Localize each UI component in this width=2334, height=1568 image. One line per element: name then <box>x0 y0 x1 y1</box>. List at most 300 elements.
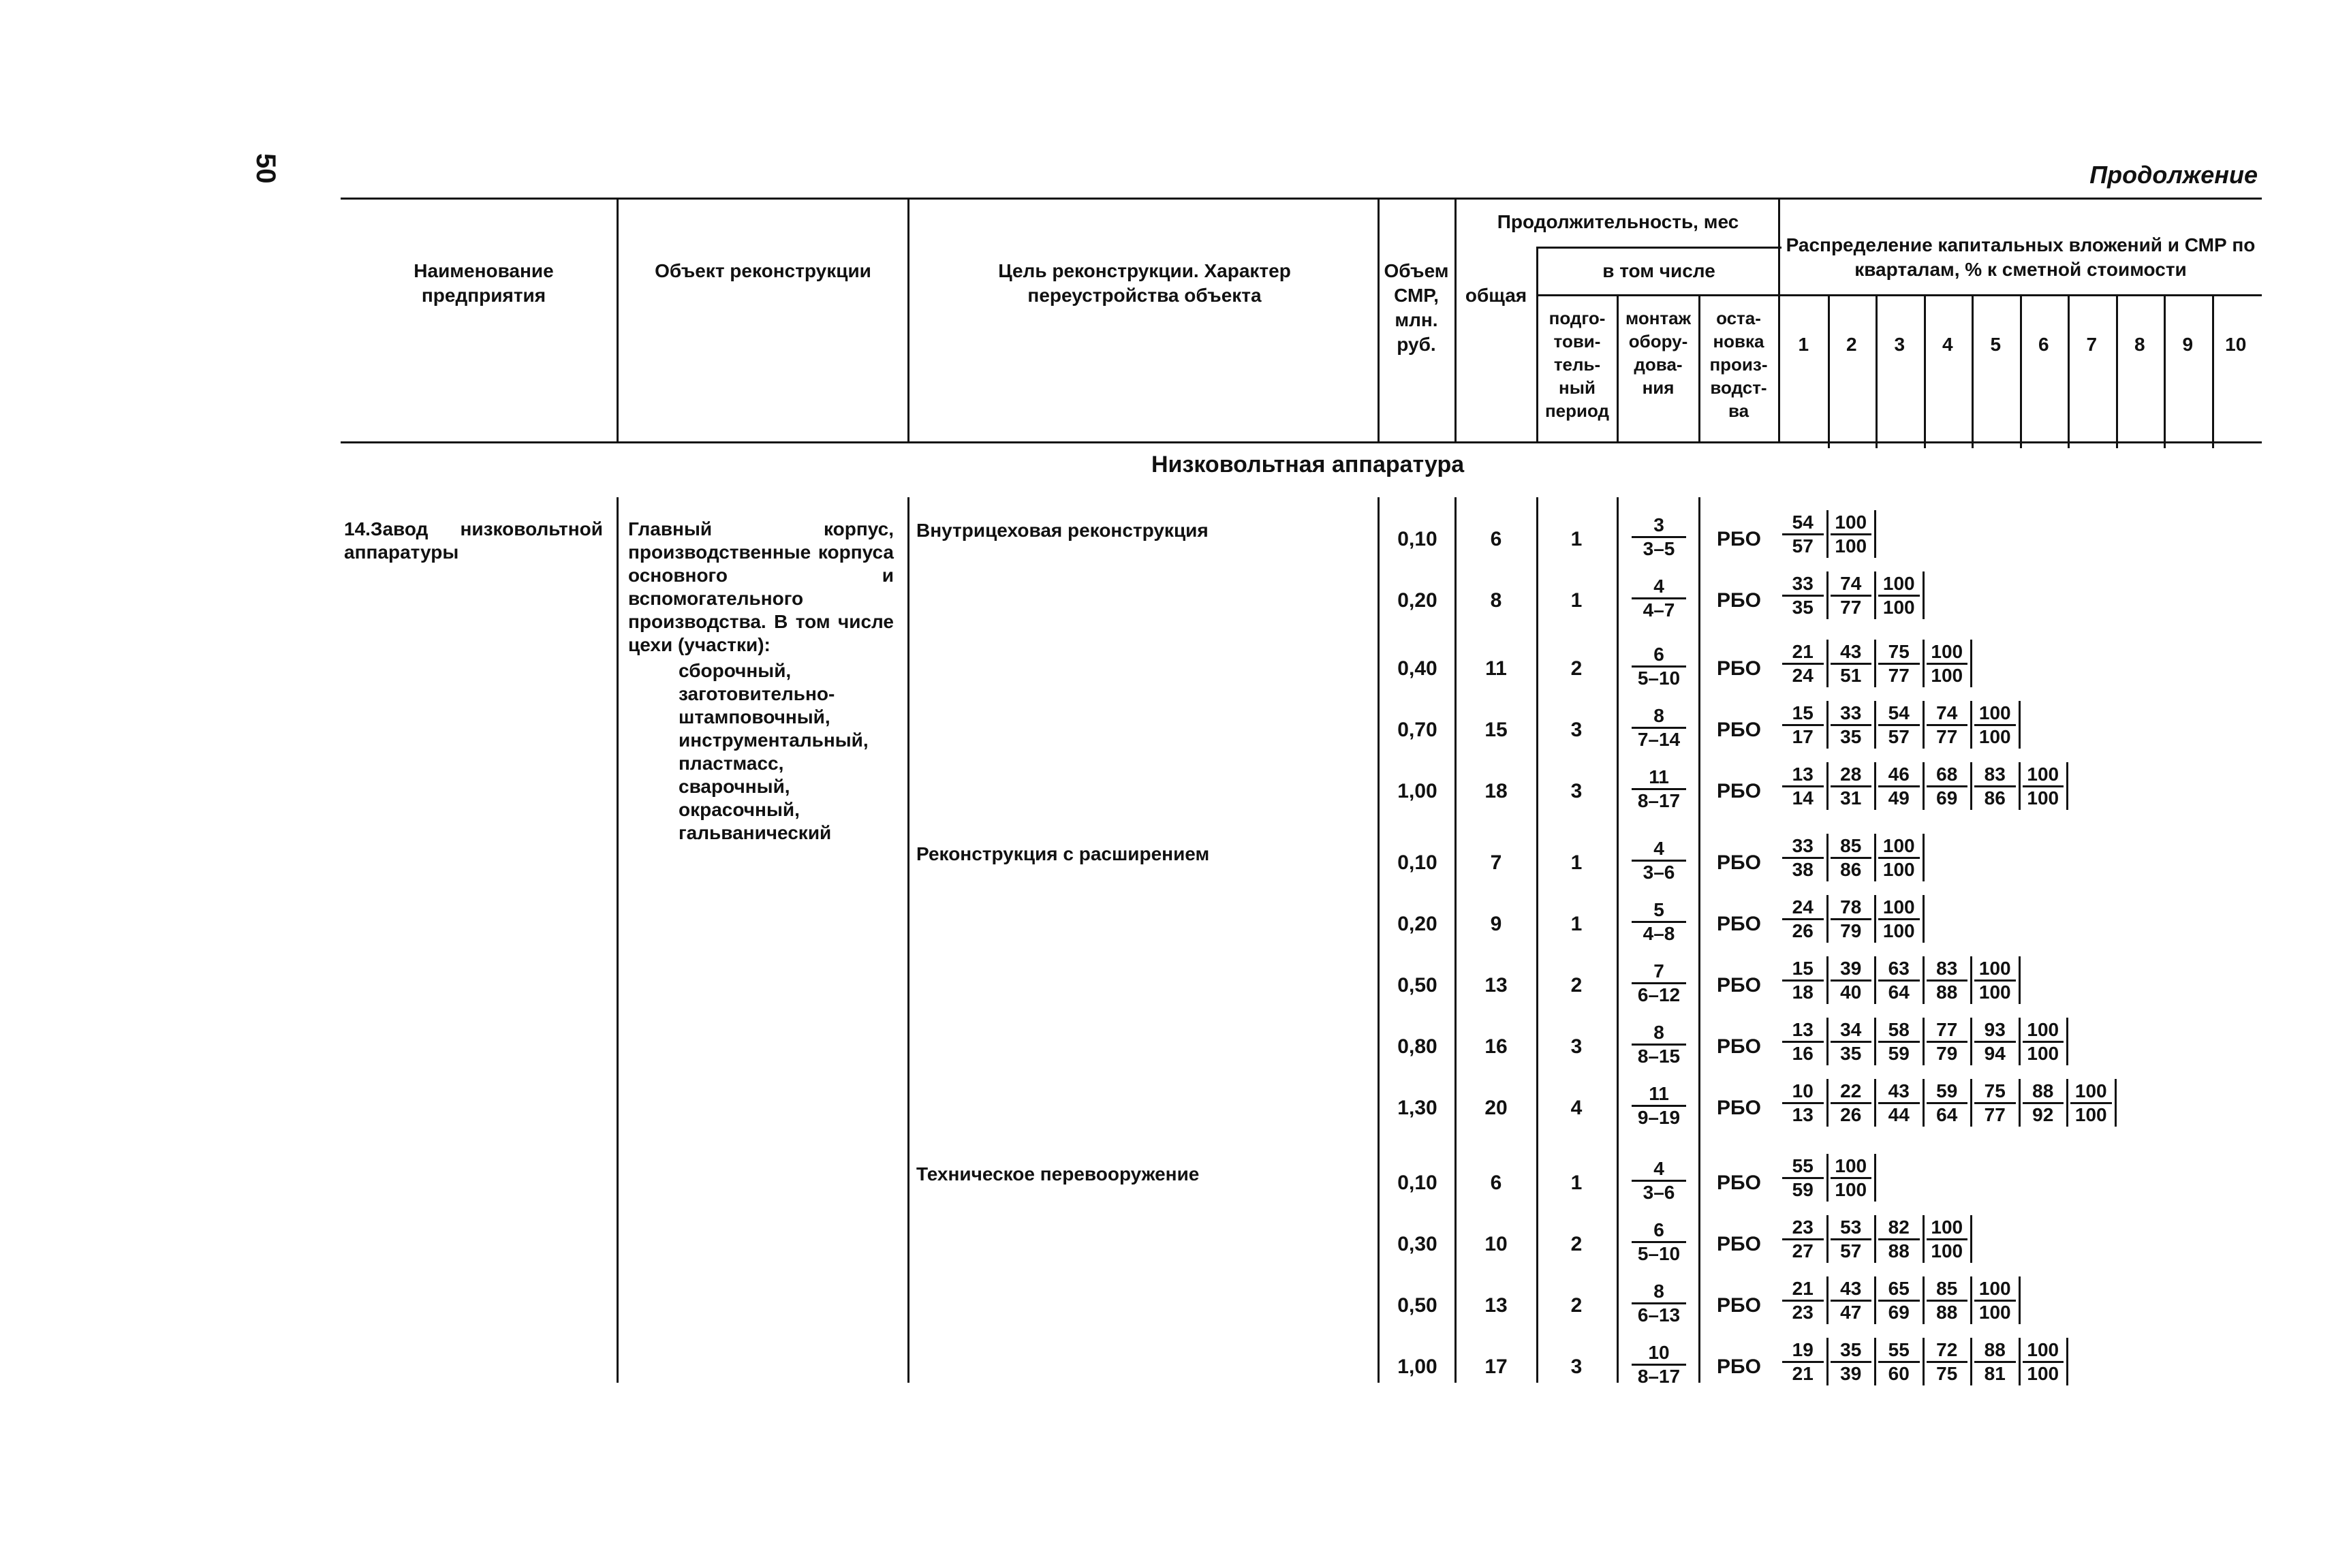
quarter-share-bottom: 100 <box>2074 1104 2107 1125</box>
quarter-share-top: 15 <box>1792 958 1814 979</box>
quarter-share-top: 43 <box>1840 1278 1862 1299</box>
mount-fraction <box>1632 1219 1686 1265</box>
quarter-share-bottom: 35 <box>1840 726 1862 747</box>
quarter-share-bottom: 79 <box>1936 1043 1958 1064</box>
quarter-cell-divider <box>1874 1276 1876 1324</box>
quarter-divider <box>2068 294 2070 448</box>
quarter-share <box>1878 764 1920 809</box>
quarter-share-top: 88 <box>1984 1339 2006 1360</box>
quarter-share-bottom: 18 <box>1792 982 1814 1003</box>
quarter-share <box>1927 764 1968 809</box>
quarter-share-top: 75 <box>1888 641 1910 662</box>
quarter-share-top: 33 <box>1792 835 1814 856</box>
quarter-share-top: 53 <box>1840 1217 1862 1238</box>
quarter-share <box>1927 1278 1968 1323</box>
enterprise-name: 14.Завод низковольтной аппаратуры <box>344 518 603 563</box>
quarter-cell-divider <box>1923 1338 1925 1385</box>
quarter-share-top: 33 <box>1792 573 1814 594</box>
quarter-share-bottom: 100 <box>1835 1179 1867 1200</box>
quarter-divider <box>2116 294 2118 448</box>
mount-fraction-top: 4 <box>1653 838 1664 859</box>
stop-value: РБО <box>1717 1035 1761 1058</box>
quarter-share-top: 24 <box>1792 896 1814 918</box>
col-divider <box>1698 294 1700 441</box>
mount-fraction-top: 11 <box>1649 1083 1669 1104</box>
prep-period: 3 <box>1570 719 1583 741</box>
volume-value: 0,30 <box>1397 1233 1437 1255</box>
quarter-share-top: 43 <box>1840 641 1862 662</box>
reconstruction-goal: Реконструкция с расширением <box>916 843 1210 864</box>
body-col-divider <box>907 497 909 1383</box>
quarter-share <box>1831 896 1872 942</box>
quarter-share <box>1878 641 1920 687</box>
quarter-share-bottom: 64 <box>1888 982 1910 1003</box>
quarter-share <box>1782 764 1824 809</box>
quarter-share-bottom: 59 <box>1792 1179 1814 1200</box>
total-duration: 13 <box>1484 1294 1508 1317</box>
quarter-share <box>1782 1080 1824 1126</box>
quarter-cell-divider <box>1826 956 1829 1004</box>
quarter-share <box>1782 702 1824 748</box>
quarter-share-top: 63 <box>1888 958 1910 979</box>
quarter-header: 5 <box>1990 334 2002 355</box>
quarter-share <box>2023 1080 2064 1126</box>
prep-period: 1 <box>1570 589 1583 612</box>
header-volume: Объем СМР, млн. руб. <box>1384 260 1449 355</box>
quarter-cell-divider <box>2019 1276 2021 1324</box>
quarter-share-top: 93 <box>1984 1019 2006 1040</box>
mount-fraction-top: 3 <box>1653 514 1664 535</box>
header-distribution: Распределение капитальных вложений и СМР по кварталам, % к сметной стоимости <box>1786 234 2256 280</box>
mount-fraction-top: 7 <box>1653 960 1664 982</box>
header-top-rule <box>341 198 2262 200</box>
stop-value: РБО <box>1717 657 1761 680</box>
mount-fraction-bottom: 5–10 <box>1637 1243 1681 1264</box>
body-col-divider <box>1698 497 1700 1383</box>
quarter-share-bottom: 100 <box>1882 859 1915 880</box>
quarter-divider <box>2164 294 2166 448</box>
quarter-share-top: 23 <box>1792 1217 1814 1238</box>
total-duration: 11 <box>1485 657 1507 680</box>
quarter-share <box>1831 702 1872 748</box>
quarter-share-bottom: 51 <box>1840 665 1862 686</box>
quarter-share <box>1927 1080 1968 1126</box>
total-duration: 10 <box>1484 1233 1508 1255</box>
stop-value: РБО <box>1717 1355 1761 1378</box>
stop-value: РБО <box>1717 780 1761 802</box>
quarter-cell-divider <box>2066 1018 2068 1065</box>
col-divider <box>1454 198 1457 441</box>
mount-fraction-bottom: 8–17 <box>1637 1366 1681 1387</box>
quarter-share-bottom: 88 <box>1936 1302 1958 1323</box>
quarter-share <box>1927 1019 1968 1065</box>
quarter-share <box>1878 1217 1920 1262</box>
mount-fraction <box>1632 1022 1686 1067</box>
quarter-share-bottom: 100 <box>2027 787 2059 809</box>
quarter-share <box>1782 1155 1824 1201</box>
quarter-cell-divider <box>1826 895 1829 943</box>
mount-fraction <box>1632 960 1686 1006</box>
quarter-share-bottom: 77 <box>1984 1104 2006 1125</box>
header-stop: оста-новка произ-водст-ва <box>1709 308 1768 421</box>
quarter-share-bottom: 77 <box>1888 665 1910 686</box>
quarter-divider <box>1828 294 1830 448</box>
mount-fraction-bottom: 3–6 <box>1643 1182 1675 1203</box>
reconstruction-goal: Техническое перевооружение <box>916 1163 1200 1185</box>
quarter-share-bottom: 39 <box>1840 1363 1862 1384</box>
quarter-share <box>1927 1217 1968 1262</box>
quarter-share <box>2070 1080 2112 1126</box>
quarter-share-bottom: 35 <box>1792 597 1814 618</box>
quarter-share-top: 100 <box>1931 1217 1963 1238</box>
quarter-share <box>1878 835 1920 881</box>
quarter-share-bottom: 88 <box>1936 982 1958 1003</box>
quarter-header: 4 <box>1942 334 1953 355</box>
quarter-share-top: 10 <box>1792 1080 1814 1101</box>
section-title: Низковольтная аппаратура <box>1151 452 1465 477</box>
quarter-cell-divider <box>1874 895 1876 943</box>
quarter-header: 2 <box>1846 334 1857 355</box>
quarter-share <box>1782 1339 1824 1385</box>
page-number: 50 <box>251 153 281 184</box>
quarter-share <box>1782 641 1824 687</box>
quarter-share-bottom: 35 <box>1840 1043 1862 1064</box>
quarter-cell-divider <box>2019 1018 2021 1065</box>
quarter-share-top: 77 <box>1936 1019 1958 1040</box>
quarter-cell-divider <box>1923 895 1925 943</box>
quarter-share-bottom: 44 <box>1888 1104 1910 1125</box>
quarter-cell-divider <box>1826 1018 1829 1065</box>
volume-value: 0,50 <box>1397 1294 1437 1317</box>
quarter-share-bottom: 57 <box>1888 726 1910 747</box>
quarter-cell-divider <box>1923 762 1925 810</box>
reconstruction-goal: Внутрицеховая реконструкция <box>916 520 1209 541</box>
total-duration: 8 <box>1490 589 1502 612</box>
quarter-share-top: 74 <box>1840 573 1862 594</box>
header-including: в том числе <box>1602 260 1715 281</box>
stop-value: РБО <box>1717 913 1761 935</box>
quarter-share-bottom: 40 <box>1840 982 1862 1003</box>
col-divider <box>1778 198 1780 441</box>
quarter-share-bottom: 69 <box>1888 1302 1910 1323</box>
quarter-cell-divider <box>1874 571 1876 619</box>
quarter-share-top: 55 <box>1792 1155 1814 1176</box>
quarter-share-bottom: 92 <box>2032 1104 2054 1125</box>
quarter-share <box>1831 764 1872 809</box>
quarter-share <box>1927 1339 1968 1385</box>
quarter-share-bottom: 100 <box>1978 726 2011 747</box>
quarter-cell-divider <box>1970 1018 1972 1065</box>
mount-fraction <box>1632 1281 1686 1326</box>
quarter-share-top: 100 <box>1978 1278 2011 1299</box>
prep-period: 1 <box>1570 528 1583 550</box>
quarter-divider <box>2020 294 2022 448</box>
quarter-share-bottom: 100 <box>1931 665 1963 686</box>
quarter-cell-divider <box>1874 762 1876 810</box>
quarter-cell-divider <box>1826 762 1829 810</box>
mount-fraction-top: 6 <box>1653 1219 1664 1240</box>
stop-value: РБО <box>1717 589 1761 612</box>
quarter-share-bottom: 100 <box>1978 1302 2011 1323</box>
quarter-share <box>2023 764 2064 809</box>
quarter-share <box>1927 702 1968 748</box>
mount-fraction <box>1632 514 1686 560</box>
quarter-share <box>1878 896 1920 942</box>
quarter-share-top: 100 <box>1835 1155 1867 1176</box>
quarter-share <box>1831 1278 1872 1323</box>
quarter-header: 8 <box>2134 334 2145 355</box>
mount-fraction-bottom: 5–10 <box>1637 668 1681 689</box>
quarter-cell-divider <box>2019 956 2021 1004</box>
quarter-share-bottom: 100 <box>2027 1043 2059 1064</box>
quarter-share <box>1878 1278 1920 1323</box>
quarter-share <box>1974 958 2016 1003</box>
quarter-share-bottom: 21 <box>1792 1363 1814 1384</box>
mount-fraction-top: 5 <box>1653 899 1664 920</box>
duration-sub-rule <box>1536 247 1781 249</box>
quarter-share-bottom: 59 <box>1888 1043 1910 1064</box>
mount-fraction-bottom: 8–15 <box>1637 1046 1681 1067</box>
quarter-share-bottom: 64 <box>1936 1104 1958 1125</box>
stop-value: РБО <box>1717 1097 1761 1119</box>
quarter-share <box>1831 1019 1872 1065</box>
quarter-cell-divider <box>2066 1338 2068 1385</box>
prep-period: 2 <box>1570 657 1583 680</box>
quarter-share-top: 85 <box>1840 835 1862 856</box>
mount-fraction <box>1632 1083 1686 1129</box>
quarter-cell-divider <box>1874 1018 1876 1065</box>
quarter-share-bottom: 100 <box>1882 920 1915 941</box>
quarter-share-top: 39 <box>1840 958 1862 979</box>
quarter-cell-divider <box>1826 1154 1829 1202</box>
quarter-cell-divider <box>1826 834 1829 881</box>
quarter-header: 10 <box>2225 334 2247 355</box>
col-divider <box>1378 198 1380 441</box>
quarter-share <box>1974 1019 2016 1065</box>
quarter-share-bottom: 100 <box>1835 535 1867 556</box>
quarter-share-bottom: 38 <box>1792 859 1814 880</box>
quarter-share-top: 46 <box>1888 764 1910 785</box>
volume-value: 0,70 <box>1397 719 1437 741</box>
quarter-share-top: 100 <box>2027 764 2059 785</box>
quarter-share-bottom: 100 <box>1882 597 1915 618</box>
prep-period: 2 <box>1570 1294 1583 1317</box>
quarter-share <box>1782 1278 1824 1323</box>
quarter-cell-divider <box>1970 1338 1972 1385</box>
quarter-share-top: 100 <box>2074 1080 2107 1101</box>
header-object: Объект реконструкции <box>655 260 871 281</box>
stop-value: РБО <box>1717 1294 1761 1317</box>
quarter-share <box>1831 1080 1872 1126</box>
quarter-share <box>1878 702 1920 748</box>
quarter-cell-divider <box>1874 834 1876 881</box>
volume-value: 0,50 <box>1397 974 1437 997</box>
quarter-share-top: 100 <box>1835 512 1867 533</box>
quarter-cell-divider <box>1874 640 1876 687</box>
quarter-cell-divider <box>1826 510 1829 558</box>
mount-fraction-top: 6 <box>1653 644 1664 665</box>
quarter-header: 7 <box>2086 334 2098 355</box>
quarter-share-top: 13 <box>1792 1019 1814 1040</box>
mount-fraction-top: 8 <box>1653 705 1664 726</box>
prep-period: 2 <box>1570 974 1583 997</box>
mount-fraction <box>1632 644 1686 689</box>
quarter-share <box>1782 573 1824 618</box>
quarter-share-bottom: 27 <box>1792 1240 1814 1261</box>
quarter-share-bottom: 69 <box>1936 787 1958 809</box>
quarter-share-bottom: 94 <box>1984 1043 2006 1064</box>
quarter-share-bottom: 100 <box>1978 982 2011 1003</box>
quarter-cell-divider <box>1874 701 1876 749</box>
body-col-divider <box>1617 497 1619 1383</box>
quarter-share-top: 13 <box>1792 764 1814 785</box>
prep-period: 1 <box>1570 913 1583 935</box>
quarter-cell-divider <box>1923 571 1925 619</box>
quarter-share-bottom: 47 <box>1840 1302 1862 1323</box>
quarter-share <box>1782 512 1824 557</box>
quarter-share-bottom: 77 <box>1936 726 1958 747</box>
total-duration: 15 <box>1484 719 1508 741</box>
col-divider <box>1536 247 1538 441</box>
stop-value: РБО <box>1717 1233 1761 1255</box>
volume-value: 1,00 <box>1397 1355 1437 1378</box>
quarter-share-top: 82 <box>1888 1217 1910 1238</box>
quarter-share-bottom: 75 <box>1936 1363 1958 1384</box>
quarter-share-top: 55 <box>1888 1339 1910 1360</box>
quarter-share <box>1831 958 1872 1003</box>
quarter-share-bottom: 13 <box>1792 1104 1814 1125</box>
quarter-share <box>1831 573 1872 618</box>
quarter-cell-divider <box>1874 1154 1876 1202</box>
total-duration: 16 <box>1484 1035 1508 1058</box>
quarter-cell-divider <box>1923 1276 1925 1324</box>
volume-value: 1,30 <box>1397 1097 1437 1119</box>
quarter-share-bottom: 86 <box>1840 859 1862 880</box>
mount-fraction-bottom: 7–14 <box>1637 729 1681 750</box>
mount-fraction <box>1632 838 1686 883</box>
quarter-share-top: 78 <box>1840 896 1862 918</box>
quarter-cell-divider <box>1826 1338 1829 1385</box>
total-duration: 20 <box>1484 1097 1508 1119</box>
quarter-share <box>1831 1339 1872 1385</box>
quarter-share <box>1878 1339 1920 1385</box>
quarter-cell-divider <box>2019 701 2021 749</box>
quarter-share-top: 65 <box>1888 1278 1910 1299</box>
mount-fraction <box>1632 705 1686 751</box>
quarter-share-bottom: 24 <box>1792 665 1814 686</box>
quarter-share-top: 100 <box>1882 835 1915 856</box>
quarter-share <box>1831 641 1872 687</box>
quarter-share <box>1831 835 1872 881</box>
quarter-share-top: 100 <box>1882 896 1915 918</box>
quarter-share-top: 33 <box>1840 702 1862 723</box>
quarter-share-top: 100 <box>2027 1339 2059 1360</box>
quarter-cell-divider <box>1874 956 1876 1004</box>
total-duration: 6 <box>1490 1172 1502 1194</box>
total-duration: 6 <box>1490 528 1502 550</box>
mount-fraction-bottom: 6–12 <box>1637 984 1681 1005</box>
mount-fraction-bottom: 9–19 <box>1637 1107 1681 1128</box>
quarter-header: 3 <box>1894 334 1905 355</box>
quarter-cell-divider <box>1970 1276 1972 1324</box>
mount-fraction-top: 4 <box>1653 576 1664 597</box>
mount-fraction-bottom: 3–5 <box>1643 538 1675 559</box>
quarter-cell-divider <box>1923 1018 1925 1065</box>
mount-fraction <box>1632 576 1686 621</box>
quarter-share-top: 59 <box>1936 1080 1958 1101</box>
quarter-share <box>1974 764 2016 809</box>
quarter-share-top: 74 <box>1936 702 1958 723</box>
quarter-share <box>2023 1019 2064 1065</box>
quarter-share <box>1878 958 1920 1003</box>
volume-value: 0,10 <box>1397 528 1437 550</box>
quarter-cell-divider <box>1874 1215 1876 1263</box>
including-sub-rule <box>1536 294 1781 296</box>
quarter-share-bottom: 49 <box>1888 787 1910 809</box>
quarter-header: 6 <box>2038 334 2049 355</box>
quarter-cell-divider <box>1874 510 1876 558</box>
header-bottom-rule <box>341 441 2262 443</box>
stop-value: РБО <box>1717 528 1761 550</box>
body-col-divider <box>1454 497 1457 1383</box>
quarter-share-bottom: 86 <box>1984 787 2006 809</box>
prep-period: 3 <box>1570 1355 1583 1378</box>
quarter-share <box>1974 1339 2016 1385</box>
col-divider <box>617 198 619 441</box>
mount-fraction-bottom: 8–17 <box>1637 790 1681 811</box>
mount-fraction-top: 8 <box>1653 1022 1664 1043</box>
quarter-share-top: 100 <box>1978 702 2011 723</box>
quarter-cell-divider <box>1826 571 1829 619</box>
stop-value: РБО <box>1717 851 1761 874</box>
stop-value: РБО <box>1717 974 1761 997</box>
object-workshops: сборочный, заготовительно-штамповочный, инструментальный, пластмасс, сварочный, окрасочный, гальванический <box>679 660 869 843</box>
quarter-share-bottom: 23 <box>1792 1302 1814 1323</box>
quarter-share-top: 83 <box>1984 764 2006 785</box>
quarter-share-top: 21 <box>1792 1278 1814 1299</box>
mount-fraction-top: 11 <box>1649 766 1669 787</box>
quarter-share-bottom: 100 <box>2027 1363 2059 1384</box>
object-description: Главный корпус, производственные корпуса основного и вспомогательного производства. В том числе цехи (участки): <box>628 518 894 655</box>
quarter-share-top: 54 <box>1792 512 1814 533</box>
quarter-share-top: 100 <box>1978 958 2011 979</box>
quarter-share-top: 34 <box>1840 1019 1862 1040</box>
quarter-share-top: 19 <box>1792 1339 1814 1360</box>
quarter-share-bottom: 81 <box>1984 1363 2006 1384</box>
quarter-share <box>1782 835 1824 881</box>
quarter-divider <box>1972 294 1974 448</box>
quarter-share-bottom: 57 <box>1792 535 1814 556</box>
mount-fraction-bottom: 4–8 <box>1643 923 1675 944</box>
mount-fraction <box>1632 899 1686 945</box>
mount-fraction <box>1632 1158 1686 1204</box>
quarter-share <box>1782 1217 1824 1262</box>
stop-value: РБО <box>1717 719 1761 741</box>
quarter-share-bottom: 26 <box>1840 1104 1862 1125</box>
quarter-cell-divider <box>1970 956 1972 1004</box>
quarter-share-top: 68 <box>1936 764 1958 785</box>
quarter-cell-divider <box>2066 1079 2068 1127</box>
quarter-share-bottom: 14 <box>1792 787 1814 809</box>
quarter-header: 1 <box>1798 334 1809 355</box>
quarter-share <box>1878 1019 1920 1065</box>
total-duration: 17 <box>1484 1355 1508 1378</box>
prep-period: 1 <box>1570 851 1583 874</box>
quarter-cell-divider <box>1970 1215 1972 1263</box>
quarter-cell-divider <box>1826 640 1829 687</box>
quarter-cell-divider <box>1923 834 1925 881</box>
quarter-share <box>1927 641 1968 687</box>
